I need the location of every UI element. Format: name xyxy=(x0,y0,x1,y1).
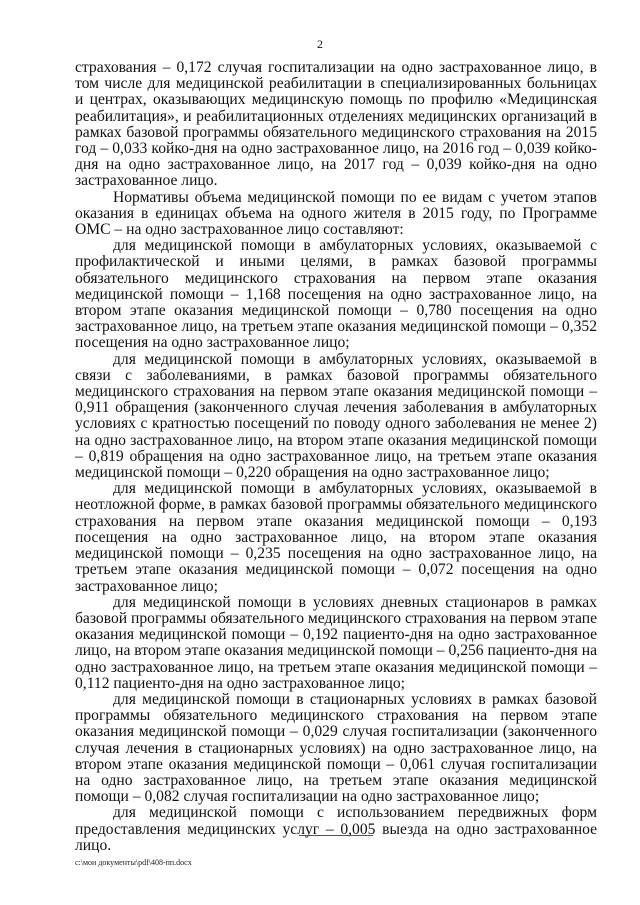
document-body xyxy=(75,60,597,854)
paragraph: страхования – 0,172 случая госпитализации на одно застрахованное лицо, в том числе для медицинской реабилитации в специализированных больницах и центрах, оказывающих медицинскую помощь по профилю «Медицинская реабилитация», и реабилитационных отделениях медицинских организаций в рамках базовой программы обязательного медицинского страхования на 2015 год – 0,033 койко-дня на одно застрахованное лицо, на 2016 год – 0,039 койко-дня на одно застрахованное лицо, на 2017 год – 0,039 койко-дня на одно застрахованное лицо. xyxy=(75,59,597,190)
footer-divider xyxy=(299,835,373,836)
page-number: 2 xyxy=(317,37,323,51)
paragraph: для медицинской помощи с использованием передвижных форм предоставления медицинских услуг – 0,005 выезда на одно застрахованное лицо. xyxy=(75,804,597,854)
paragraph: для медицинской помощи в амбулаторных условиях, оказываемой с профилактической и иными целями, в рамках базовой программы обязательного медицинского страхования на первом этапе оказания медицинской помощи – 1,168 посещения на одно застрахованное лицо, на втором этапе оказания медицинской помощи – 0,780 посещения на одно застрахованное лицо, на третьем этапе оказания медицинской помощи – 0,352 посещения на одно застрахованное лицо; xyxy=(75,237,597,352)
paragraph: для медицинской помощи в стационарных условиях в рамках базовой программы обязательного медицинского страхования на первом этапе оказания медицинской помощи – 0,029 случая госпитализации (законченного случая лечения в стационарных условиях) на одно застрахованное лицо, на втором этапе оказания медицинской помощи – 0,061 случая госпитализации на одно застрахованное лицо, на третьем этапе оказания медицинской помощи – 0,082 случая госпитализации на одно застрахованное лицо; xyxy=(75,690,597,806)
paragraph: для медицинской помощи в амбулаторных условиях, оказываемой в связи с заболеваниями, в рамках базовой программы обязательного медицинского страхования на первом этапе оказания медицинской помощи – 0,911 обращения (законченного случая лечения заболевания в амбулаторных условиях с кратностью посещений по поводу одного заболевания не менее 2) на одно застрахованное лицо, на втором этапе оказания медицинской помощи – 0,819 обращения на одно застрахованное лицо, на третьем этапе оказания медицинской помощи – 0,220 обращения на одно застрахованное лицо; xyxy=(75,350,597,482)
paragraph: для медицинской помощи в амбулаторных условиях, оказываемой в неотложной форме, в рамках базовой программы обязательного медицинского страхования на первом этапе оказания медицинской помощи – 0,193 посещения на одно застрахованное лицо, на втором этапе оказания медицинской помощи – 0,235 посещения на одно застрахованное лицо, на третьем этапе оказания медицинской помощи – 0,072 посещения на одно застрахованное лицо; xyxy=(75,480,597,595)
paragraph: для медицинской помощи в условиях дневных стационаров в рамках базовой программы обязательного медицинского страхования на первом этапе оказания медицинской помощи – 0,192 пациенто-дня на одно застрахованное лицо, на втором этапе оказания медицинской помощи – 0,256 пациенто-дня на одно застрахованное лицо, на третьем этапе оказания медицинской помощи – 0,112 пациенто-дня на одно застрахованное лицо; xyxy=(75,593,597,692)
paragraph: Нормативы объема медицинской помощи по ее видам с учетом этапов оказания в единицах объема на одного жителя в 2015 году, по Программе ОМС – на одно застрахованное лицо составляют: xyxy=(75,188,597,239)
footer-file-path: c:\мои документы\pdf\408-пп.docx xyxy=(75,858,192,867)
